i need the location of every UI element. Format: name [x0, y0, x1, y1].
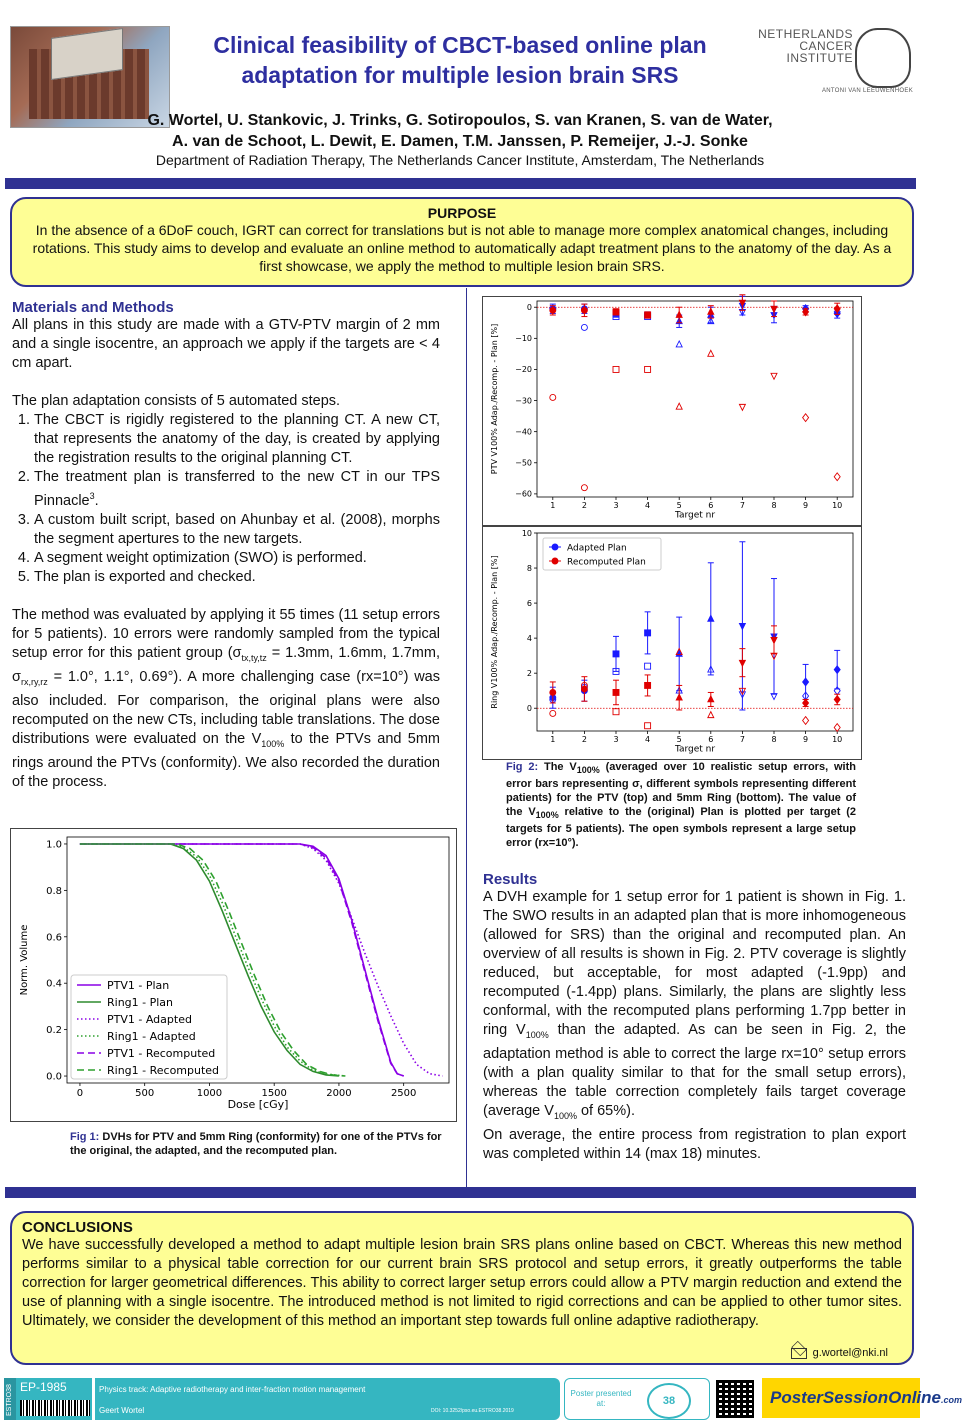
square-marker	[613, 309, 619, 315]
x-axis-label: Dose [cGy]	[227, 1098, 289, 1111]
x-tick-label: 3	[613, 735, 619, 744]
square-marker	[645, 366, 651, 372]
triangle-down-marker	[771, 373, 777, 379]
side-code: ESTRO38	[6, 1384, 13, 1416]
y-tick-label: 4	[526, 633, 532, 643]
fig1-caption-text: DVHs for PTV and 5mm Ring (conformity) for one of the PTVs for the original, the adapted, and the recomputed plan.	[70, 1131, 442, 1157]
circle-marker	[581, 307, 587, 313]
barcode-icon	[20, 1400, 90, 1416]
nki-logo	[758, 27, 915, 100]
fig2-caption-b: (averaged over 10 realistic setup errors, with error bars representing σ, different symbols representing different patients) for the PTV (top) and 5mm Ring (bottom). The value of the V	[506, 761, 856, 819]
poster-title	[180, 30, 740, 90]
step-item: 4. A segment weight optimization (SWO) is performed.	[34, 549, 440, 568]
presented-at-text: Poster presented at:	[570, 1389, 632, 1408]
triangle-up-marker	[708, 696, 714, 702]
triangle-up-marker	[708, 350, 714, 356]
purpose-text: In the absence of a 6DoF couch, IGRT can correct for translations but is not able to manage more complex anatomical changes, including rotations. This study aims to develop and evaluate an online method to automatically adapt treatment plans to the anatomy of the day. As a first showcase, we apply the method to multiple lesion brain SRS.	[32, 222, 892, 274]
y-tick-label: 0.4	[46, 978, 62, 990]
footer	[0, 1376, 962, 1423]
circle-marker	[581, 485, 587, 491]
y-tick-label: −20	[515, 365, 532, 375]
circle-marker	[550, 710, 556, 716]
p3-b: = 1.3mm, 1.6mm, 1.7mm, σ	[12, 644, 440, 685]
department: Department of Radiation Therapy, The Netherlands Cancer Institute, Amsterdam, The Netherlands	[155, 152, 765, 168]
step-item: 5. The plan is exported and checked.	[34, 568, 440, 587]
triangle-up-marker	[676, 311, 682, 317]
x-tick-label: 5	[676, 501, 682, 510]
circle-marker	[550, 394, 556, 400]
legend-label: PTV1 - Adapted	[107, 1013, 192, 1026]
fig2-caption-sub: 100%	[576, 765, 600, 776]
brand-suffix: .com	[941, 1395, 962, 1405]
x-tick-label: 1	[550, 735, 556, 744]
x-tick-label: 4	[645, 735, 651, 744]
triangle-up-marker	[708, 712, 714, 718]
fig2-caption-label: Fig 2:	[506, 761, 539, 773]
diamond-marker	[803, 717, 809, 725]
conclusions-box	[10, 1211, 914, 1365]
x-tick-label: 2000	[326, 1088, 352, 1099]
purpose-box	[10, 197, 914, 287]
methods-text	[12, 316, 440, 792]
y-tick-label: 10	[521, 528, 532, 538]
methods-heading: Materials and Methods	[12, 299, 174, 316]
x-tick-label: 6	[708, 735, 714, 744]
steps-list	[12, 411, 440, 587]
step-2-ref: 3	[89, 491, 95, 501]
y-tick-label: −60	[515, 489, 532, 499]
fig1-caption	[70, 1130, 455, 1158]
purpose-heading: PURPOSE	[427, 205, 497, 221]
logo-subtitle: ANTONI VAN LEEUWENHOEK	[821, 88, 913, 94]
legend-label: Adapted Plan	[567, 543, 627, 554]
authors	[60, 110, 860, 152]
triangle-down-marker	[739, 404, 745, 410]
p3-a: The method was evaluated by applying it 55 times (11 setup errors for 5 patients). 10 errors were randomly sampled from the typical setup error for this patient group (σ	[12, 606, 440, 661]
diamond-marker	[834, 473, 840, 481]
triangle-down-marker	[771, 637, 777, 643]
x-tick-label: 7	[739, 735, 745, 744]
results-section	[483, 871, 906, 1164]
triangle-up-marker	[708, 308, 714, 314]
x-tick-label: 9	[803, 735, 809, 744]
envelope-icon	[791, 1348, 807, 1359]
diamond-marker	[834, 696, 840, 704]
results-heading: Results	[483, 871, 538, 888]
square-marker	[645, 682, 651, 688]
circle-marker	[581, 686, 587, 692]
qr-code-icon[interactable]	[716, 1380, 754, 1418]
x-tick-label: 6	[708, 501, 714, 510]
y-tick-label: 0.6	[46, 932, 62, 944]
results-t1-sub: 100%	[525, 1029, 549, 1040]
circle-marker	[550, 689, 556, 695]
step-item: 2. The treatment plan is transferred to the new CT in our TPS Pinnacle$^3$.	[34, 468, 440, 511]
circle-marker	[550, 307, 556, 313]
methods-p2: The plan adaptation consists of 5 automated steps.	[12, 393, 341, 409]
fig2-caption-a: The V	[538, 761, 577, 773]
y-tick-label: 0	[526, 704, 532, 714]
logo-line-3: INSTITUTE	[786, 51, 853, 65]
p3-sub2: rx,ry,rz	[20, 676, 48, 687]
triangle-up-marker	[676, 694, 682, 700]
fig2-ring-svg	[483, 527, 861, 759]
brand-logo[interactable]	[762, 1378, 962, 1418]
y-tick-label: 1.0	[46, 839, 62, 851]
x-tick-label: 2500	[390, 1088, 417, 1099]
circle-marker	[581, 324, 587, 330]
square-marker	[645, 663, 651, 669]
x-tick-label: 0	[76, 1088, 84, 1099]
p3-sub3: 100%	[261, 738, 285, 749]
header-divider	[5, 178, 916, 189]
fig1-caption-label: Fig 1:	[70, 1131, 100, 1143]
x-tick-label: 3	[613, 501, 619, 510]
triangle-down-marker	[771, 306, 777, 312]
fig2-caption	[506, 760, 856, 850]
x-axis-label: Target nr	[674, 510, 716, 521]
y-tick-label: −10	[515, 334, 532, 344]
methods-p3	[12, 606, 440, 792]
square-marker	[645, 630, 651, 636]
fig2-ring-chart	[482, 526, 862, 760]
track-text: Physics track: Adaptive radiotherapy and inter-fraction motion management	[99, 1385, 366, 1394]
triangle-up-marker	[676, 403, 682, 409]
step-2-text: The treatment plan is transferred to the new CT in our TPS Pinnacle	[34, 469, 440, 509]
footer-doi: DOI: 10.3252/pso.eu.ESTRO38.2019	[431, 1408, 514, 1414]
x-tick-label: 2	[581, 501, 587, 510]
y-tick-label: 0	[526, 303, 532, 313]
diamond-marker	[834, 305, 840, 313]
diamond-marker	[834, 724, 840, 732]
conclusions-divider	[5, 1187, 916, 1198]
y-axis-label: Ring V100% Adap./Recomp. - Plan [%]	[490, 555, 499, 709]
fig2-ptv-svg	[483, 297, 861, 525]
x-tick-label: 1500	[261, 1088, 287, 1099]
conclusions-text: We have successfully developed a method to adapt multiple lesion brain SRS plans online based on CBCT. Whereas this new method performs similar to a physical table correction for our current brain SRS protocol and setup errors, it greatly outperforms the table correction for larger geometrical differences. This ability to correct larger setup errors could allow a PTV margin reduction and extend the use of planning with a single isocentre. The introduced method is not limited to rigid corrections and can be applied to other tumor sites. Ultimately, we consider the development of this method an important step towards full online adaptive radiotherapy.	[22, 1237, 902, 1329]
methods-section	[12, 299, 440, 811]
presented-at-block	[564, 1378, 710, 1420]
x-tick-label: 2	[581, 735, 587, 744]
p3-sub1: tx,ty,tz	[241, 652, 267, 663]
square-marker	[613, 689, 619, 695]
results-text	[483, 888, 906, 1164]
y-tick-label: 8	[526, 563, 532, 573]
p3-c: = 1.0°, 1.1°, 0.69°). A more challenging case (rx=10°) was also included. For comparison, the original plans were also recomputed on the new CTs, including table translations. The dose distributions were evaluated on the V	[12, 668, 440, 747]
x-tick-label: 7	[739, 501, 745, 510]
results-t3: of 65%).	[576, 1102, 635, 1119]
leeuwenhoek-portrait-icon	[855, 28, 911, 88]
title-line-2: adaptation for multiple lesion brain SRS	[241, 62, 679, 88]
x-tick-label: 4	[645, 501, 651, 510]
step-item: 1. The CBCT is rigidly registered to the planning CT. A new CT, that represents the anatomy of the day, is created by applying the registration results to the original planning CT.	[34, 411, 440, 468]
diamond-marker	[803, 414, 809, 422]
fig2-ptv-chart	[482, 296, 862, 526]
circle-marker	[552, 558, 558, 564]
x-tick-label: 8	[771, 735, 777, 744]
contact-email[interactable]	[791, 1347, 888, 1359]
authors-line-2: A. van de Schoot, L. Dewit, E. Damen, T.M. Janssen, P. Remeijer, J.-J. Sonke	[172, 133, 748, 150]
x-tick-label: 500	[135, 1088, 155, 1099]
legend-label: PTV1 - Recomputed	[107, 1047, 216, 1060]
square-marker	[645, 312, 651, 318]
x-tick-label: 9	[803, 501, 809, 510]
y-tick-label: −30	[515, 396, 532, 406]
circle-marker	[552, 544, 558, 550]
square-marker	[613, 709, 619, 715]
logo-line-1: NETHERLANDS	[758, 27, 853, 41]
legend-label: Ring1 - Recomputed	[107, 1064, 220, 1077]
authors-line-1: G. Wortel, U. Stankovic, J. Trinks, G. Sotiropoulos, S. van Kranen, S. van de Water,	[147, 112, 773, 129]
fig1-svg	[11, 829, 456, 1121]
triangle-down-marker	[739, 623, 745, 629]
diamond-marker	[803, 678, 809, 686]
side-strip	[4, 1378, 16, 1420]
step-item: 3. A custom built script, based on Ahunbay et al. (2008), morphs the segment apertures to the new targets.	[34, 511, 440, 549]
y-axis-label: PTV V100% Adap./Recomp. - Plan [%]	[490, 323, 499, 475]
footer-author: Geert Wortel	[99, 1406, 145, 1415]
results-t2: than the adapted. As can be seen in Fig. 2, the adaptation method is able to correct the large rx=10° setup errors (with a plan quality similar to that for the small setup errors), whereas the table correction completely fails target coverage (average V	[483, 1022, 906, 1119]
x-tick-label: 5	[676, 735, 682, 744]
fig2-caption-sub2: 100%	[535, 810, 559, 821]
poster-id-block	[4, 1378, 92, 1420]
x-tick-label: 10	[832, 735, 843, 744]
square-marker	[613, 366, 619, 372]
triangle-down-marker	[739, 660, 745, 666]
conclusions-heading: CONCLUSIONS	[22, 1219, 133, 1236]
x-tick-label: 1000	[196, 1088, 223, 1099]
legend-label: PTV1 - Plan	[107, 979, 170, 992]
column-divider	[466, 288, 467, 1188]
triangle-up-marker	[708, 615, 714, 621]
title-line-1: Clinical feasibility of CBCT-based online plan	[213, 32, 707, 58]
y-tick-label: −50	[515, 458, 532, 468]
badge-number: 38	[662, 1395, 676, 1407]
legend-label: Ring1 - Plan	[107, 996, 174, 1009]
x-axis-label: Target nr	[674, 744, 716, 755]
methods-p1: All plans in this study are made with a GTV-PTV margin of 2 mm and a single isocentre, an approach we apply if the targets are < 4 cm apart.	[12, 317, 440, 371]
x-tick-label: 10	[832, 501, 843, 510]
legend-label: Ring1 - Adapted	[107, 1030, 196, 1043]
email-text: g.wortel@nki.nl	[812, 1347, 888, 1359]
diamond-marker	[834, 666, 840, 674]
p3-d: to the PTVs and 5mm rings around the PTVs (conformity). We also recorded the duration of the process.	[12, 730, 440, 790]
fig2-caption-c: relative to the (original) Plan is plotted per target (2 targets for 5 patients). The open symbols represent a large setup error (rx=10°).	[506, 806, 856, 850]
y-tick-label: 0.0	[46, 1071, 62, 1083]
brand-text: PosterSessionOnline	[770, 1388, 941, 1407]
y-tick-label: 6	[526, 598, 532, 608]
results-t4: On average, the entire process from registration to plan export was completed within 14 (max 18) minutes.	[483, 1126, 906, 1162]
results-t1: A DVH example for 1 setup error for 1 patient is shown in Fig. 1. The SWO results in an adapted plan that is more inhomogeneous (allowed for SRS) than the original and recomputed plan. An overview of all results is shown in Fig. 2. PTV coverage is slightly reduced, but acceptable, for most adapted (-1.9pp) and recomputed (-1.4pp) plans. Similarly, the plans are slightly less conformal, with the recomputed plans performing 1.7pp better in ring V	[483, 889, 906, 1038]
track-block	[95, 1378, 560, 1420]
square-marker	[645, 723, 651, 729]
logo-line-2: CANCER	[799, 39, 853, 53]
y-tick-label: 0.2	[46, 1025, 62, 1037]
diamond-marker	[803, 699, 809, 707]
triangle-up-marker	[676, 341, 682, 347]
logo-text	[758, 28, 853, 64]
y-tick-label: 2	[526, 668, 532, 678]
poster-id: EP-1985	[20, 1380, 67, 1394]
y-tick-label: 0.8	[46, 885, 62, 897]
legend-label: Recomputed Plan	[567, 557, 646, 568]
fig1-dvh-chart	[10, 828, 457, 1122]
results-t2-sub: 100%	[553, 1110, 577, 1121]
y-axis-label: Norm. Volume	[19, 924, 30, 996]
estro-badge-icon	[647, 1383, 691, 1419]
x-tick-label: 1	[550, 501, 556, 510]
x-tick-label: 8	[771, 501, 777, 510]
square-marker	[613, 651, 619, 657]
y-tick-label: −40	[515, 427, 532, 437]
